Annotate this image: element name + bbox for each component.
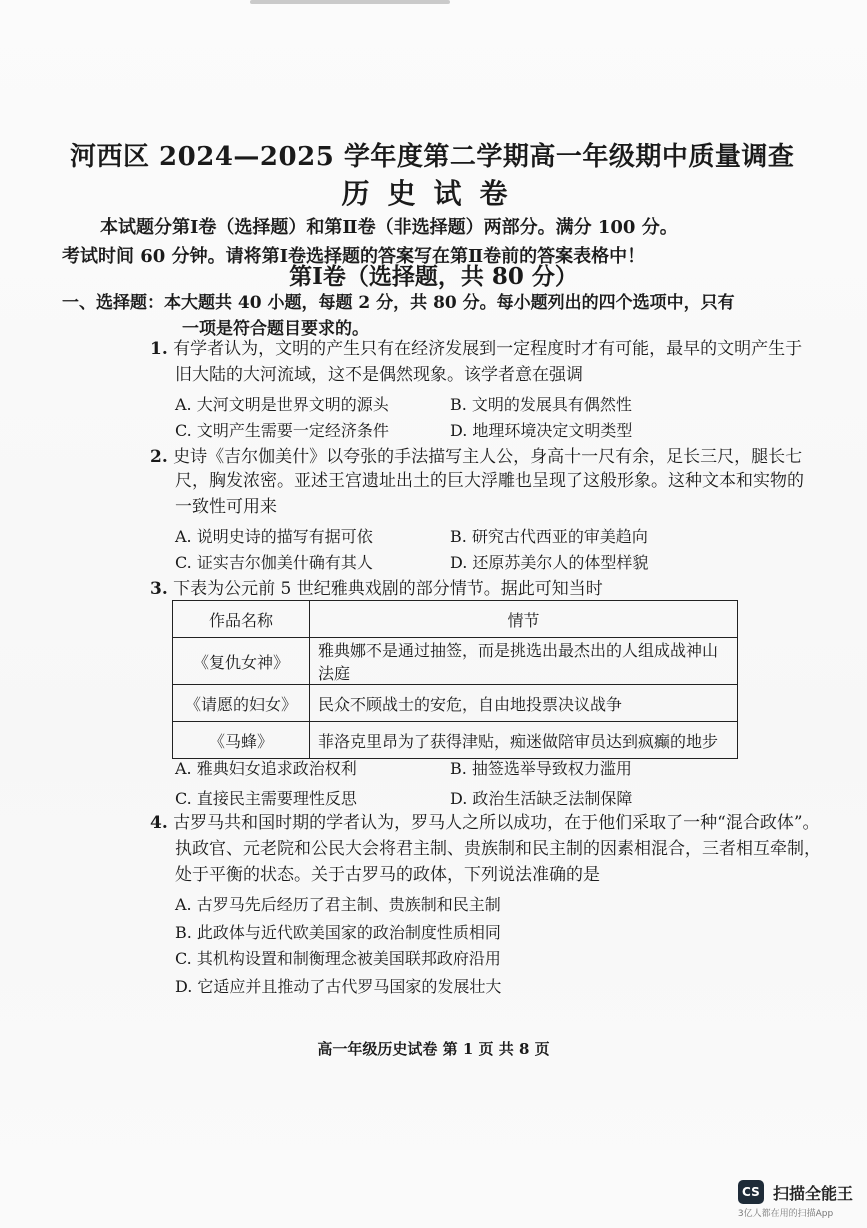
question-4-option-a[interactable]: A. 古罗马先后经历了君主制、贵族制和民主制 xyxy=(175,895,501,914)
question-3-option-c[interactable]: C. 直接民主需要理性反思 xyxy=(175,789,357,808)
question-number: 1. xyxy=(150,339,168,359)
exam-intro-line1: 本试题分第Ⅰ卷（选择题）和第Ⅱ卷（非选择题）两部分。满分 100 分。 xyxy=(100,217,678,238)
question-number: 2. xyxy=(150,447,168,467)
table-cell-plot: 民众不顾战士的安危，自由地投票决议战争 xyxy=(310,685,738,722)
scan-smudge xyxy=(250,0,450,4)
table-cell-plot: 菲洛克里昂为了获得津贴，痴迷做陪审员达到疯癫的地步 xyxy=(310,722,738,759)
question-3-option-b[interactable]: B. 抽签选举导致权力滥用 xyxy=(450,759,632,778)
table-cell-work: 《复仇女神》 xyxy=(173,638,310,685)
question-1-line-2: 旧大陆的大河流域，这不是偶然现象。该学者意在强调 xyxy=(175,365,583,385)
question-2-option-c[interactable]: C. 证实吉尔伽美什确有其人 xyxy=(175,553,373,572)
question-4-option-c[interactable]: C. 其机构设置和制衡理念被美国联邦政府沿用 xyxy=(175,949,501,968)
drama-plot-table xyxy=(172,600,738,759)
table-cell-plot: 雅典娜不是通过抽签，而是挑选出最杰出的人组成战神山法庭 xyxy=(310,638,738,685)
question-1-option-b[interactable]: B. 文明的发展具有偶然性 xyxy=(450,395,632,414)
table-row xyxy=(173,722,738,759)
watermark-text: 扫描全能王 xyxy=(772,1183,853,1203)
question-stem: 史诗《吉尔伽美什》以夸张的手法描写主人公，身高十一尺有余，足长三尺，腿长七 xyxy=(173,447,803,467)
exam-title: 河西区 2024—2025 学年度第二学期高一年级期中质量调查 xyxy=(70,142,795,172)
question-4-line-3: 处于平衡的状态。关于古罗马的政体，下列说法准确的是 xyxy=(175,865,600,885)
table-header-plot: 情节 xyxy=(310,601,738,638)
scanner-watermark xyxy=(738,1180,853,1219)
question-4-option-d[interactable]: D. 它适应并且推动了古代罗马国家的发展壮大 xyxy=(175,977,502,996)
question-4-line-2: 执政官、元老院和公民大会将君主制、贵族制和民主制的因素相混合，三者相互牵制， xyxy=(175,839,821,859)
volume-title: 第Ⅰ卷（选择题，共 80 分） xyxy=(289,263,578,290)
question-1-option-a[interactable]: A. 大河文明是世界文明的源头 xyxy=(175,395,389,414)
question-3-option-d[interactable]: D. 政治生活缺乏法制保障 xyxy=(450,789,633,808)
table-cell-work: 《请愿的妇女》 xyxy=(173,685,310,722)
question-3-option-a[interactable]: A. 雅典妇女追求政治权利 xyxy=(175,759,357,778)
question-2-option-a[interactable]: A. 说明史诗的描写有据可依 xyxy=(175,527,373,546)
table-row xyxy=(173,638,738,685)
question-1-option-d[interactable]: D. 地理环境决定文明类型 xyxy=(450,421,633,440)
question-stem: 古罗马共和国时期的学者认为，罗马人之所以成功，在于他们采取了一种“混合政体”。 xyxy=(173,813,820,833)
question-number: 3. xyxy=(150,579,168,599)
question-2-option-b[interactable]: B. 研究古代西亚的审美趋向 xyxy=(450,527,648,546)
table-row xyxy=(173,685,738,722)
watermark-subtext: 3亿人都在用的扫描App xyxy=(737,1209,834,1219)
camscanner-logo-icon: CS xyxy=(738,1180,764,1204)
question-number: 4. xyxy=(150,813,168,833)
section-heading-line2: 一项是符合题目要求的。 xyxy=(182,319,369,339)
question-1-option-c[interactable]: C. 文明产生需要一定经济条件 xyxy=(175,421,389,440)
question-2-option-d[interactable]: D. 还原苏美尔人的体型样貌 xyxy=(450,553,649,572)
question-stem: 下表为公元前 5 世纪雅典戏剧的部分情节。据此可知当时 xyxy=(173,579,603,599)
question-4-option-b[interactable]: B. 此政体与近代欧美国家的政治制度性质相同 xyxy=(175,923,501,942)
exam-subtitle: 历史试卷 xyxy=(341,177,526,210)
page-footer: 高一年级历史试卷 第 1 页 共 8 页 xyxy=(317,1040,550,1058)
table-header-row xyxy=(173,601,738,638)
question-2-line-3: 一致性可用来 xyxy=(175,497,277,517)
table-header-work: 作品名称 xyxy=(173,601,310,638)
question-2-line-2: 尺，胸发浓密。亚述王宫遗址出土的巨大浮雕也呈现了这般形象。这种文本和实物的 xyxy=(175,471,804,491)
exam-intro-line2: 考试时间 60 分钟。请将第Ⅰ卷选择题的答案写在第Ⅱ卷前的答案表格中！ xyxy=(62,246,646,267)
section-heading-line1: 一、选择题：本大题共 40 小题，每题 2 分，共 80 分。每小题列出的四个选项中，只有 xyxy=(62,293,735,313)
question-stem: 有学者认为，文明的产生只有在经济发展到一定程度时才有可能，最早的文明产生于 xyxy=(173,339,803,359)
table-cell-work: 《马蜂》 xyxy=(173,722,310,759)
